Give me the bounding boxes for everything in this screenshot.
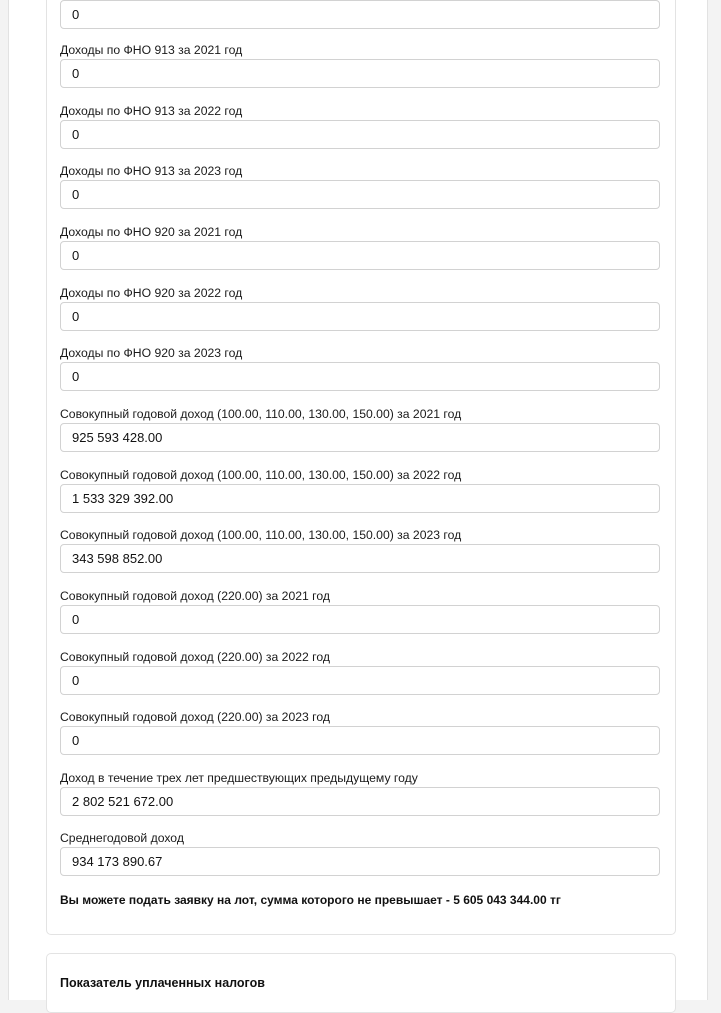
limit-note: Вы можете подать заявку на лот, сумма которого не превышает - 5 605 043 344.00 тг	[60, 893, 561, 907]
top-value-input[interactable]: 0	[60, 0, 660, 29]
field-input[interactable]: 343 598 852.00	[60, 544, 660, 573]
field-label: Доходы по ФНО 913 за 2023 год	[60, 164, 243, 178]
field-input[interactable]: 0	[60, 302, 660, 331]
top-field	[60, 0, 662, 29]
field-label: Доходы по ФНО 920 за 2023 год	[60, 346, 243, 360]
field-input[interactable]: 1 533 329 392.00	[60, 484, 660, 513]
field-input[interactable]: 0	[60, 180, 660, 209]
field-label: Доходы по ФНО 920 за 2022 год	[60, 286, 243, 300]
field-label: Доходы по ФНО 920 за 2021 год	[60, 225, 243, 239]
field-label: Совокупный годовой доход (220.00) за 2021 год	[60, 589, 330, 603]
field-label: Совокупный годовой доход (100.00, 110.00, 130.00, 150.00) за 2022 год	[60, 468, 462, 482]
field-input[interactable]: 0	[60, 726, 660, 755]
field-label: Совокупный годовой доход (100.00, 110.00, 130.00, 150.00) за 2023 год	[60, 528, 462, 542]
field-label: Совокупный годовой доход (220.00) за 2022 год	[60, 650, 330, 664]
field-input[interactable]: 934 173 890.67	[60, 847, 660, 876]
taxes-section-title: Показатель уплаченных налогов	[60, 976, 265, 990]
field-input[interactable]: 0	[60, 120, 660, 149]
field-label: Совокупный годовой доход (220.00) за 2023 год	[60, 710, 330, 724]
field-input[interactable]: 0	[60, 605, 660, 634]
field-input[interactable]: 0	[60, 362, 660, 391]
field-input[interactable]: 0	[60, 59, 660, 88]
field-input[interactable]: 0	[60, 666, 660, 695]
field-label: Доход в течение трех лет предшествующих предыдущему году	[60, 771, 418, 785]
field-input[interactable]: 2 802 521 672.00	[60, 787, 660, 816]
field-input[interactable]: 925 593 428.00	[60, 423, 660, 452]
field-label: Среднегодовой доход	[60, 831, 184, 845]
field-input[interactable]: 0	[60, 241, 660, 270]
field-label: Доходы по ФНО 913 за 2021 год	[60, 43, 243, 57]
field-label: Совокупный годовой доход (100.00, 110.00, 130.00, 150.00) за 2021 год	[60, 407, 462, 421]
field-label: Доходы по ФНО 913 за 2022 год	[60, 104, 243, 118]
